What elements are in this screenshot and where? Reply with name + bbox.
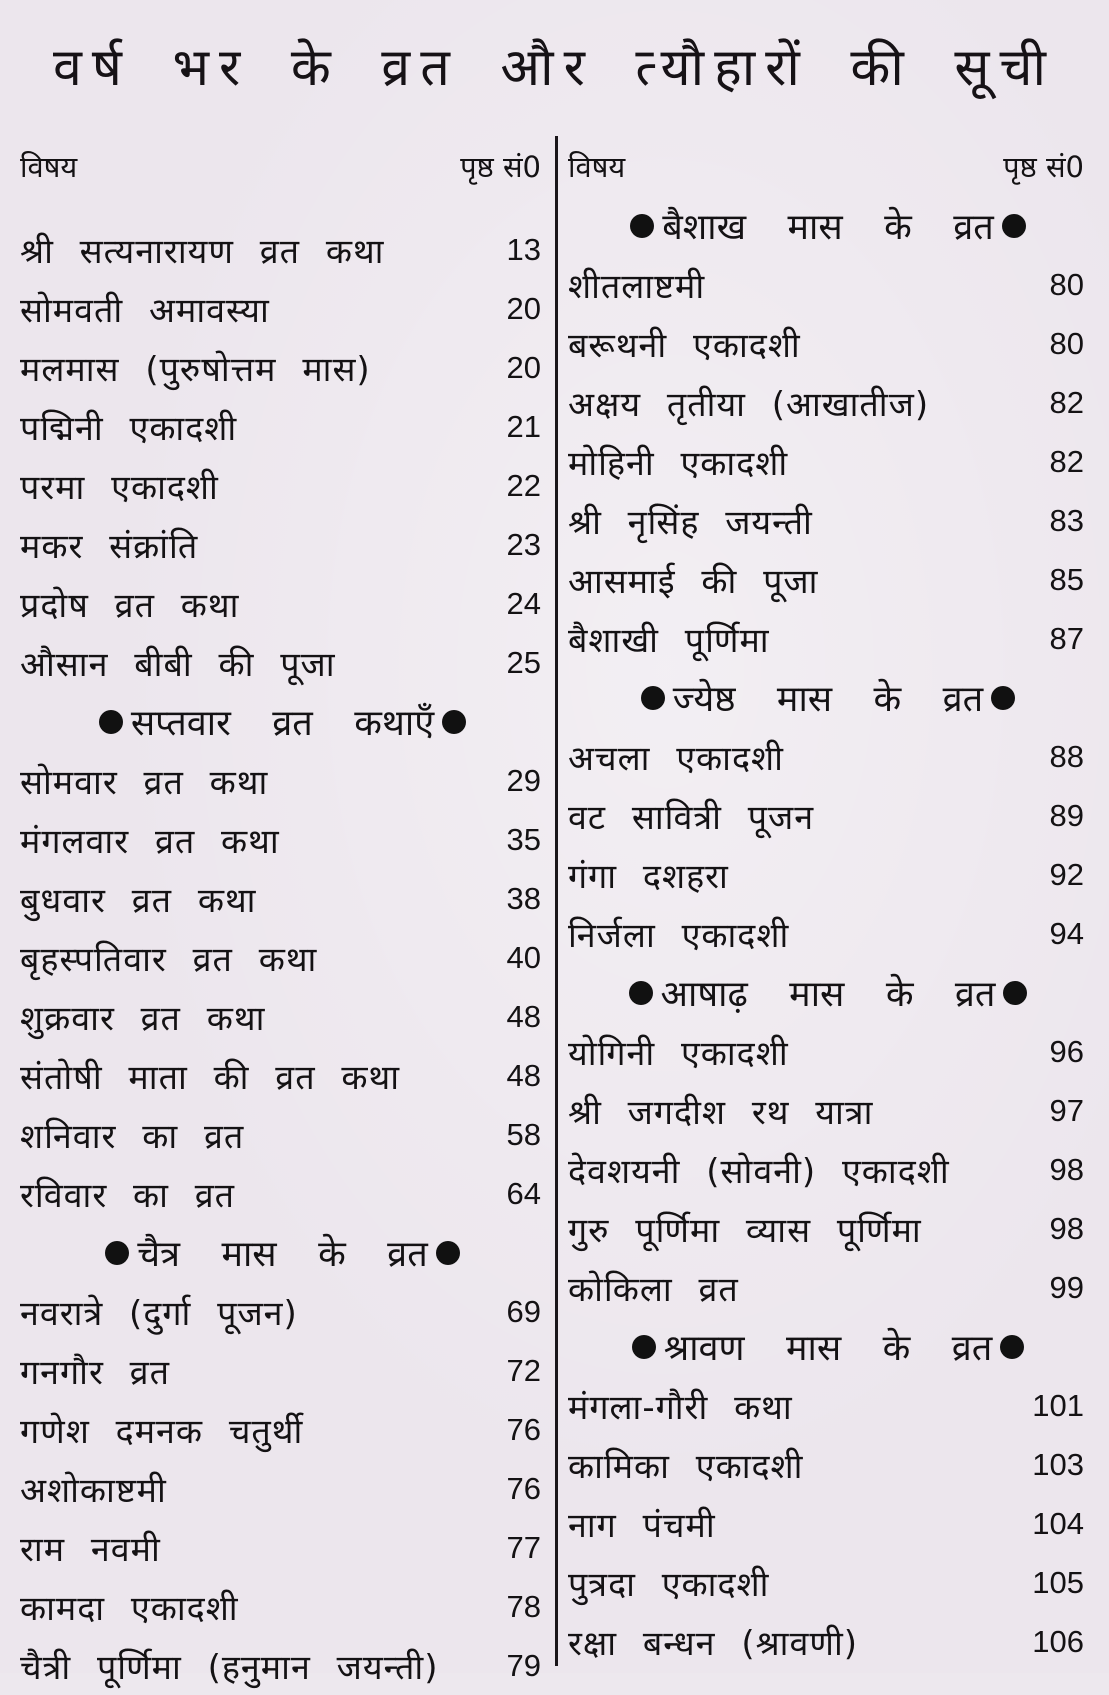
list-item <box>20 810 545 869</box>
entry-page-number: 40 <box>506 939 541 975</box>
list-item <box>568 1081 1088 1140</box>
right-entry-list <box>568 196 1088 1671</box>
list-item <box>568 1022 1088 1081</box>
entry-page-number: 35 <box>506 821 541 857</box>
entry-page-number: 99 <box>1049 1269 1084 1305</box>
entry-page-number: 89 <box>1049 797 1084 833</box>
column-divider <box>555 136 558 1666</box>
subject-heading: विषय <box>20 149 78 184</box>
entry-title: कामिका एकादशी <box>568 1446 804 1487</box>
entry-title: गुरु पूर्णिमा व्यास पूर्णिमा <box>568 1210 922 1251</box>
entry-page-number: 69 <box>506 1293 541 1329</box>
section-title: चैत्र मास के व्रत <box>137 1234 428 1275</box>
section-title: आषाढ़ मास के व्रत <box>660 974 996 1015</box>
bullet-icon <box>629 981 653 1005</box>
list-item <box>20 633 545 692</box>
list-item <box>20 1400 545 1459</box>
entry-title: संतोषी माता की व्रत कथा <box>20 1057 401 1098</box>
entry-page-number: 105 <box>1032 1564 1084 1600</box>
entry-page-number: 104 <box>1032 1505 1084 1541</box>
bullet-icon <box>105 1241 129 1265</box>
entry-title: शुक्रवार व्रत कथा <box>20 998 266 1039</box>
entry-page-number: 103 <box>1032 1446 1084 1482</box>
list-item <box>568 1553 1088 1612</box>
section-heading <box>568 668 1088 727</box>
entry-title: गंगा दशहरा <box>568 856 729 897</box>
section-heading <box>568 196 1088 255</box>
entry-page-number: 98 <box>1049 1151 1084 1187</box>
entry-page-number: 23 <box>506 526 541 562</box>
entry-title: शीतलाष्टमी <box>568 266 706 307</box>
entry-page-number: 48 <box>506 1057 541 1093</box>
entry-page-number: 58 <box>506 1116 541 1152</box>
list-item <box>568 1258 1088 1317</box>
right-column <box>568 136 1088 1671</box>
list-item <box>568 255 1088 314</box>
entry-page-number: 77 <box>506 1529 541 1565</box>
list-item <box>20 1577 545 1636</box>
list-item <box>20 987 545 1046</box>
subject-heading: विषय <box>568 149 626 184</box>
entry-title: सोमवती अमावस्या <box>20 290 270 331</box>
entry-title: राम नवमी <box>20 1529 161 1570</box>
list-item <box>568 609 1088 668</box>
entry-title: अशोकाष्टमी <box>20 1470 167 1511</box>
right-column-header <box>568 136 1088 196</box>
section-heading <box>568 963 1088 1022</box>
section-heading <box>20 692 545 751</box>
list-item <box>20 220 545 279</box>
entry-page-number: 106 <box>1032 1623 1084 1659</box>
entry-title: अचला एकादशी <box>568 738 784 779</box>
list-item <box>20 1105 545 1164</box>
list-item <box>568 314 1088 373</box>
list-item <box>20 1636 545 1695</box>
entry-title: श्री जगदीश रथ यात्रा <box>568 1092 874 1133</box>
entry-title: प्रदोष व्रत कथा <box>20 585 240 626</box>
list-item <box>568 1494 1088 1553</box>
entry-page-number: 24 <box>506 585 541 621</box>
entry-page-number: 29 <box>506 762 541 798</box>
entry-page-number: 48 <box>506 998 541 1034</box>
entry-page-number: 76 <box>506 1411 541 1447</box>
bullet-icon <box>991 686 1015 710</box>
section-heading <box>20 1223 545 1282</box>
section-title: श्रावण मास के व्रत <box>663 1328 993 1369</box>
bullet-icon <box>99 710 123 734</box>
entry-title: अक्षय तृतीया (आखातीज) <box>568 384 930 425</box>
list-item <box>20 751 545 810</box>
section-title: बैशाख मास के व्रत <box>662 207 994 248</box>
entry-title: निर्जला एकादशी <box>568 915 790 956</box>
list-item <box>20 397 545 456</box>
entry-page-number: 92 <box>1049 856 1084 892</box>
bullet-icon <box>436 1241 460 1265</box>
bullet-icon <box>1002 214 1026 238</box>
entry-title: श्री सत्यनारायण व्रत कथा <box>20 231 385 272</box>
list-item <box>568 845 1088 904</box>
entry-page-number: 20 <box>506 290 541 326</box>
entry-page-number: 79 <box>506 1647 541 1683</box>
entry-page-number: 20 <box>506 349 541 385</box>
list-item <box>20 1341 545 1400</box>
list-item <box>20 279 545 338</box>
entry-page-number: 78 <box>506 1588 541 1624</box>
page-title: वर्ष भर के व्रत और त्यौहारों की सूची <box>52 38 1057 98</box>
bullet-icon <box>630 214 654 238</box>
bullet-icon <box>1003 981 1027 1005</box>
entry-title: शनिवार का व्रत <box>20 1116 245 1157</box>
entry-title: गणेश दमनक चतुर्थी <box>20 1411 304 1452</box>
entry-page-number: 38 <box>506 880 541 916</box>
list-item <box>568 786 1088 845</box>
page-number-heading: पृष्ठ सं0 <box>460 149 541 184</box>
bullet-icon <box>442 710 466 734</box>
list-item <box>20 574 545 633</box>
list-item <box>20 1282 545 1341</box>
list-item <box>568 727 1088 786</box>
list-item <box>568 1199 1088 1258</box>
entry-title: मंगलवार व्रत कथा <box>20 821 280 862</box>
entry-page-number: 13 <box>506 231 541 267</box>
list-item <box>20 928 545 987</box>
entry-title: बैशाखी पूर्णिमा <box>568 620 770 661</box>
left-column <box>20 136 545 1695</box>
entry-page-number: 80 <box>1049 266 1084 302</box>
page-number-heading: पृष्ठ सं0 <box>1003 149 1084 184</box>
entry-title: नाग पंचमी <box>568 1505 716 1546</box>
section-title: सप्तवार व्रत कथाएँ <box>130 703 435 744</box>
list-item <box>568 1376 1088 1435</box>
entry-title: देवशयनी (सोवनी) एकादशी <box>568 1151 950 1192</box>
entry-title: बुधवार व्रत कथा <box>20 880 257 921</box>
entry-page-number: 25 <box>506 644 541 680</box>
list-item <box>20 338 545 397</box>
list-item <box>568 373 1088 432</box>
entry-title: योगिनी एकादशी <box>568 1033 789 1074</box>
entry-title: कामदा एकादशी <box>20 1588 239 1629</box>
entry-page-number: 88 <box>1049 738 1084 774</box>
entry-title: सोमवार व्रत कथा <box>20 762 269 803</box>
entry-title: गनगौर व्रत <box>20 1352 170 1393</box>
list-item <box>568 432 1088 491</box>
list-item <box>568 904 1088 963</box>
list-item <box>20 869 545 928</box>
entry-title: बरूथनी एकादशी <box>568 325 801 366</box>
entry-page-number: 80 <box>1049 325 1084 361</box>
entry-page-number: 97 <box>1049 1092 1084 1128</box>
entry-page-number: 83 <box>1049 502 1084 538</box>
entry-page-number: 72 <box>506 1352 541 1388</box>
entry-title: आसमाई की पूजा <box>568 561 819 602</box>
entry-page-number: 82 <box>1049 384 1084 420</box>
entry-page-number: 85 <box>1049 561 1084 597</box>
entry-title: कोकिला व्रत <box>568 1269 739 1310</box>
list-item <box>20 1046 545 1105</box>
bullet-icon <box>632 1335 656 1359</box>
list-item <box>20 456 545 515</box>
list-item <box>568 1140 1088 1199</box>
section-title: ज्येष्ठ मास के व्रत <box>672 679 984 720</box>
entry-page-number: 82 <box>1049 443 1084 479</box>
list-item <box>568 1612 1088 1671</box>
list-item <box>20 515 545 574</box>
entry-page-number: 87 <box>1049 620 1084 656</box>
entry-title: मलमास (पुरुषोत्तम मास) <box>20 349 371 390</box>
entry-title: बृहस्पतिवार व्रत कथा <box>20 939 318 980</box>
entry-title: पुत्रदा एकादशी <box>568 1564 770 1605</box>
left-column-header <box>20 136 545 196</box>
entry-page-number: 101 <box>1032 1387 1084 1423</box>
entry-page-number: 76 <box>506 1470 541 1506</box>
entry-title: पद्मिनी एकादशी <box>20 408 238 449</box>
entry-page-number: 21 <box>506 408 541 444</box>
left-entry-list <box>20 220 545 1695</box>
list-item <box>20 1459 545 1518</box>
list-item <box>568 550 1088 609</box>
entry-page-number: 64 <box>506 1175 541 1211</box>
bullet-icon <box>1000 1335 1024 1359</box>
section-heading <box>568 1317 1088 1376</box>
entry-title: रविवार का व्रत <box>20 1175 236 1216</box>
entry-title: मंगला-गौरी कथा <box>568 1387 793 1428</box>
entry-title: मकर संक्रांति <box>20 526 199 567</box>
list-item <box>20 1164 545 1223</box>
entry-page-number: 22 <box>506 467 541 503</box>
list-item <box>568 1435 1088 1494</box>
entry-title: चैत्री पूर्णिमा (हनुमान जयन्ती) <box>20 1647 439 1688</box>
entry-title: श्री नृसिंह जयन्ती <box>568 502 813 543</box>
entry-title: नवरात्रे (दुर्गा पूजन) <box>20 1293 298 1334</box>
entry-title: औसान बीबी की पूजा <box>20 644 336 685</box>
entry-title: वट सावित्री पूजन <box>568 797 815 838</box>
entry-page-number: 96 <box>1049 1033 1084 1069</box>
entry-title: परमा एकादशी <box>20 467 219 508</box>
list-item <box>568 491 1088 550</box>
entry-title: मोहिनी एकादशी <box>568 443 789 484</box>
bullet-icon <box>641 686 665 710</box>
entry-page-number: 98 <box>1049 1210 1084 1246</box>
list-item <box>20 1518 545 1577</box>
entry-page-number: 94 <box>1049 915 1084 951</box>
entry-title: रक्षा बन्धन (श्रावणी) <box>568 1623 859 1664</box>
